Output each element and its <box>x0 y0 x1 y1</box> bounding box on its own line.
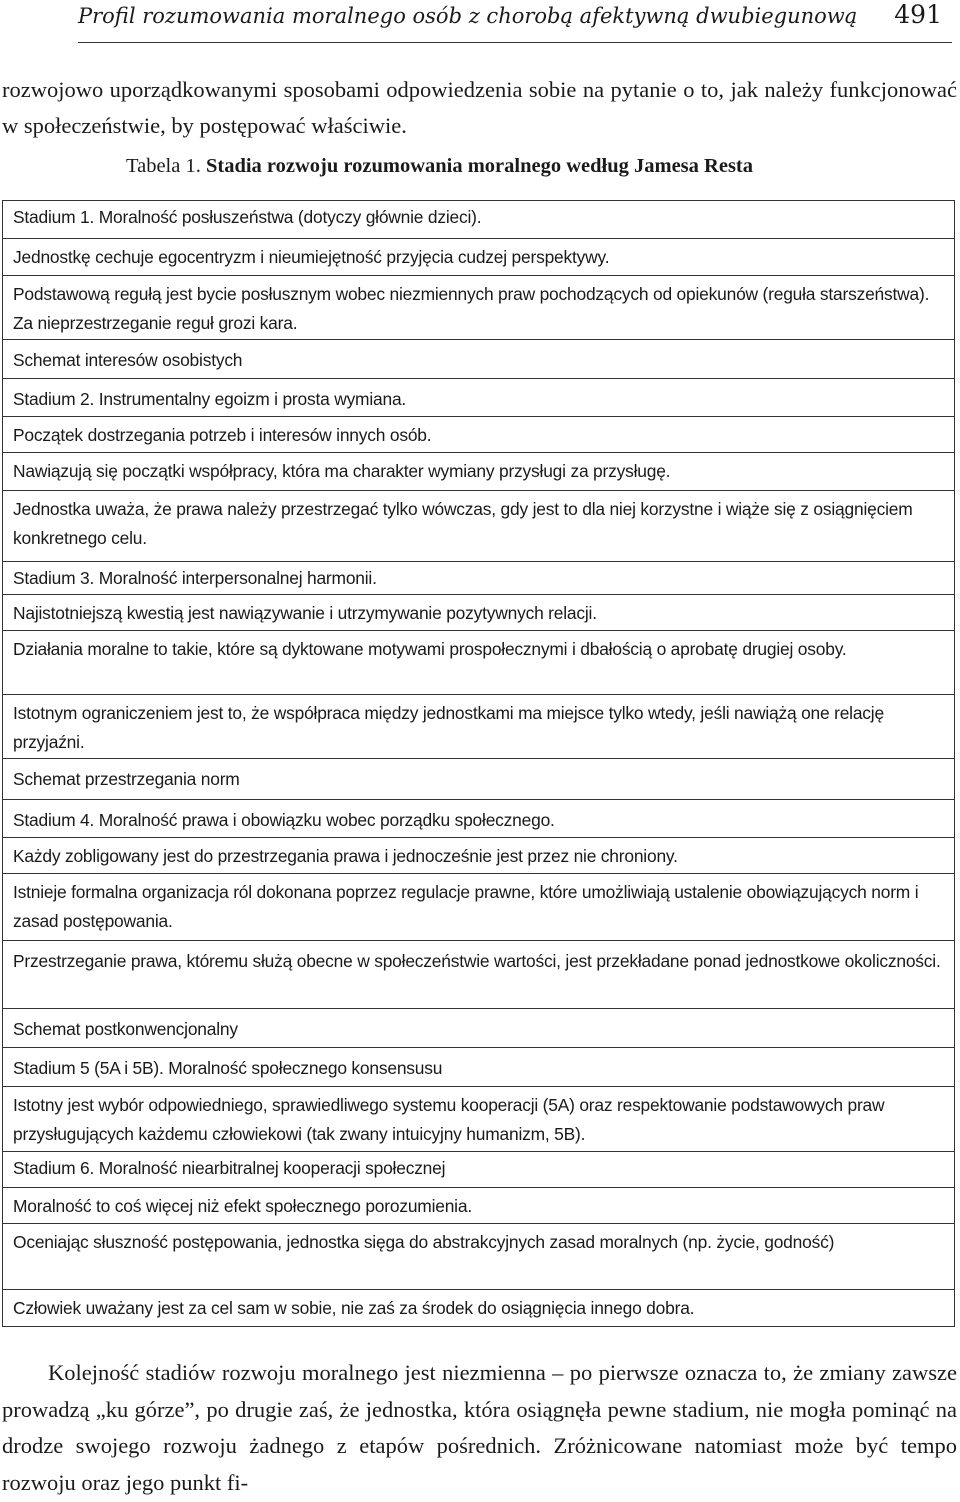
table-row: Początek dostrzegania potrzeb i interesów innych osób. <box>3 416 954 452</box>
table-row: Istnieje formalna organizacja ról dokonana poprzez regulacje prawne, które umożliwiają ustalenie obowiązujących norm i zasad postępowania. <box>3 873 954 940</box>
closing-paragraph: Kolejność stadiów rozwoju moralnego jest niezmienna – po pierwsze oznacza to, że zmiany zawsze prowadzą „ku górze”, po drugie zaś, że jednostka, która osiągnęła pewne stadium, nie mogła pominąć na drodze swojego rozwoju żadnego z etapów pośrednich. Zróżnicowane natomiast może być tempo rozwoju oraz jego punkt fi- <box>2 1360 957 1495</box>
table-row: Stadium 1. Moralność posłuszeństwa (dotyczy głównie dzieci). <box>13 207 482 227</box>
table-row: Przestrzeganie prawa, któremu służą obecne w społeczeństwie wartości, jest przekładane ponad jednostkowe okoliczności. <box>3 940 954 1008</box>
stages-table <box>2 200 955 1327</box>
table-row: Istotnym ograniczeniem jest to, że współpraca między jednostkami ma miejsce tylko wtedy, jeśli nawiążą one relację przyjaźni. <box>3 694 954 758</box>
table-row: Istotny jest wybór odpowiedniego, sprawiedliwego systemu kooperacji (5A) oraz respektowanie podstawowych praw przysługujących każdemu człowiekowi (tak zwany intuicyjny humanizm, 5B). <box>3 1086 954 1151</box>
table-row: Stadium 6. Moralność niearbitralnej kooperacji społecznej <box>3 1151 954 1187</box>
table-row: Jednostka uważa, że prawa należy przestrzegać tylko wówczas, gdy jest to dla niej korzystne i wiąże się z osiągnięciem konkretnego celu. <box>3 490 954 561</box>
table-row: Oceniając słuszność postępowania, jednostka sięga do abstrakcyjnych zasad moralnych (np. życie, godność) <box>3 1223 954 1289</box>
table-row: Schemat interesów osobistych <box>3 339 954 378</box>
table-row: Moralność to coś więcej niż efekt społecznego porozumienia. <box>3 1187 954 1223</box>
running-title: Profil rozumowania moralnego osób z chorobą afektywną dwubiegunową <box>78 4 858 28</box>
table-row: Stadium 2. Instrumentalny egoizm i prosta wymiana. <box>3 378 954 416</box>
table-row: Jednostkę cechuje egocentryzm i nieumiejętność przyjęcia cudzej perspektywy. <box>3 238 954 275</box>
table-label: Tabela 1. <box>126 155 201 177</box>
table-row: Podstawową regułą jest bycie posłusznym wobec niezmiennych praw pochodzących od opiekunów (reguła starszeństwa). Za nieprzestrzeganie reguł grozi kara. <box>3 275 954 339</box>
intro-paragraph: rozwojowo uporządkowanymi sposobami odpowiedzenia sobie na pytanie o to, jak należy funkcjonować w społeczeństwie, by postępować właściwie. <box>2 77 957 138</box>
table-row: Schemat postkonwencjonalny <box>3 1008 954 1047</box>
page-number: 491 <box>894 0 942 29</box>
table-row: Stadium 3. Moralność interpersonalnej harmonii. <box>3 561 954 594</box>
running-head <box>78 0 952 43</box>
table-row: Każdy zobligowany jest do przestrzegania prawa i jednocześnie jest przez nie chroniony. <box>3 837 954 873</box>
table-row: Nawiązują się początki współpracy, która ma charakter wymiany przysługi za przysługę. <box>3 452 954 490</box>
table-row: Człowiek uważany jest za cel sam w sobie, nie zaś za środek do osiągnięcia innego dobra. <box>3 1289 954 1326</box>
table-row: Stadium 4. Moralność prawa i obowiązku wobec porządku społecznego. <box>3 799 954 837</box>
table-row: Stadium 5 (5A i 5B). Moralność społecznego konsensusu <box>3 1047 954 1086</box>
table-caption <box>126 155 753 178</box>
table-title: Stadia rozwoju rozumowania moralnego według Jamesa Resta <box>205 155 753 177</box>
table-row: Schemat przestrzegania norm <box>3 758 954 799</box>
table-row: Działania moralne to takie, które są dyktowane motywami prospołecznymi i dbałością o aprobatę drugiej osoby. <box>3 630 954 694</box>
table-row: Najistotniejszą kwestią jest nawiązywanie i utrzymywanie pozytywnych relacji. <box>3 594 954 630</box>
